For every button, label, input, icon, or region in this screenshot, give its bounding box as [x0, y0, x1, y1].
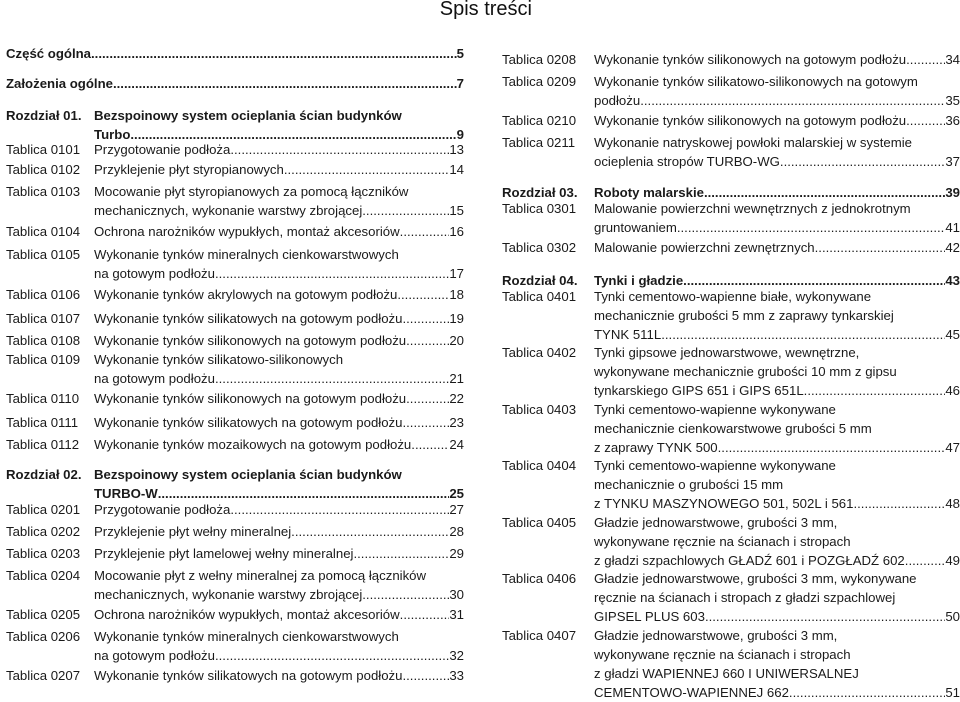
- toc-entry-body: [594, 111, 960, 130]
- toc-line: [594, 72, 960, 91]
- toc-line: [94, 309, 464, 328]
- toc-entry-ref: Tablica 0105: [6, 247, 81, 262]
- toc-line-text: mechanicznie grubości 5 mm z zaprawy tynkarskiej: [594, 308, 894, 323]
- toc-entry-body: [94, 666, 464, 685]
- toc-entry-ref: Rozdział 01.: [6, 108, 82, 123]
- toc-line-text: Gładzie jednowarstwowe, grubości 3 mm, wykonywane: [594, 571, 917, 586]
- toc-entry-ref: Tablica 0201: [6, 502, 81, 517]
- toc-page-number: 49: [945, 553, 960, 568]
- toc-line: [94, 160, 464, 179]
- dot-leader: [113, 74, 457, 93]
- toc-line-text: Wykonanie tynków silikonowych na gotowym podłożu: [94, 333, 407, 348]
- dot-leader: [804, 381, 946, 400]
- toc-line: [94, 350, 464, 369]
- toc-entry-body: [594, 133, 960, 171]
- toc-entry-ref: Tablica 0110: [6, 391, 80, 406]
- toc-entry-ref: Tablica 0301: [502, 201, 577, 216]
- toc-page-number: 47: [945, 440, 960, 455]
- dot-leader: [718, 438, 946, 457]
- toc-line: [594, 111, 960, 130]
- dot-leader: [677, 218, 945, 237]
- toc-page-number: 22: [449, 391, 464, 406]
- toc-entry-ref: Tablica 0404: [502, 458, 577, 473]
- dot-leader: [789, 683, 945, 702]
- toc-entry-ref: Tablica 0211: [502, 135, 576, 150]
- toc-entry-ref: Rozdział 02.: [6, 467, 82, 482]
- toc-line-text: Mocowanie płyt z wełny mineralnej za pomocą łączników: [94, 568, 427, 583]
- toc-line-text: Wykonanie tynków silikonowych na gotowym podłożu: [594, 113, 907, 128]
- toc-line: [594, 683, 960, 702]
- dot-leader: [780, 152, 945, 171]
- toc-line-text: Przygotowanie podłoża: [94, 502, 231, 517]
- toc-line-text: Roboty malarskie: [594, 185, 704, 200]
- toc-page-number: 39: [945, 185, 960, 200]
- dot-leader: [411, 435, 449, 454]
- toc-entry-body: [594, 456, 960, 513]
- toc-page-number: 41: [945, 220, 960, 235]
- toc-page-number: 27: [449, 502, 464, 517]
- toc-line-text: na gotowym podłożu: [94, 371, 215, 386]
- toc-page-number: 7: [456, 76, 464, 91]
- toc-line-text: Gładzie jednowarstwowe, grubości 3 mm,: [594, 628, 838, 643]
- toc-entry-ref: Tablica 0208: [502, 52, 577, 67]
- toc-entry-body: [94, 222, 464, 241]
- toc-page-number: 20: [449, 333, 464, 348]
- toc-entry-ref: Tablica 0302: [502, 240, 577, 255]
- toc-entry-body: [594, 343, 960, 400]
- dot-leader: [230, 140, 449, 159]
- toc-line: [94, 522, 464, 541]
- toc-entry-body: [94, 182, 464, 220]
- toc-page-number: 37: [945, 154, 960, 169]
- dot-leader: [905, 551, 946, 570]
- dot-leader: [815, 238, 946, 257]
- toc-line: [594, 218, 960, 237]
- dot-leader: [362, 201, 449, 220]
- toc-line: [594, 133, 960, 152]
- toc-line-text: Malowanie powierzchni wewnętrznych z jednokrotnym: [594, 201, 911, 216]
- toc-line-text: Część ogólna: [6, 46, 92, 61]
- toc-line: [594, 494, 960, 513]
- toc-entry-body: [94, 350, 464, 388]
- toc-line: [594, 513, 960, 532]
- toc-page-number: 45: [945, 327, 960, 342]
- toc-line-text: ocieplenia stropów TURBO-WG: [594, 154, 780, 169]
- toc-entry-body: [94, 605, 464, 624]
- toc-line-text: Malowanie powierzchni zewnętrznych: [594, 240, 815, 255]
- toc-entry-body: [94, 413, 464, 432]
- toc-entry-body: [94, 106, 464, 144]
- toc-line-text: na gotowym podłożu: [94, 266, 215, 281]
- toc-line-text: Przygotowanie podłoża: [94, 142, 231, 157]
- toc-page-number: 50: [945, 609, 960, 624]
- toc-line-text: ręcznie na ścianach i stropach z gładzi szpachlowej: [594, 590, 896, 605]
- toc-page-number: 16: [449, 224, 464, 239]
- toc-line-text: Przyklejenie płyt wełny mineralnej: [94, 524, 292, 539]
- toc-line-text: wykonywane ręcznie na ścianach i stropach: [594, 534, 851, 549]
- dot-leader: [400, 222, 450, 241]
- toc-line-text: z gładzi szpachlowych GŁADŹ 601 i POZGŁADŹ 602: [594, 553, 905, 568]
- toc-entry-body: [94, 435, 464, 454]
- dot-leader: [397, 285, 449, 304]
- dot-leader: [291, 522, 449, 541]
- toc-entry-body: [594, 513, 960, 570]
- toc-line: [594, 91, 960, 110]
- toc-line-text: Wykonanie tynków mineralnych cienkowarstwowych: [94, 629, 399, 644]
- toc-line-text: mechanicznych, wykonanie warstwy zbrojącej: [94, 203, 363, 218]
- toc-line-text: Wykonanie tynków silikonowych na gotowym podłożu: [94, 391, 407, 406]
- toc-entry-body: [94, 331, 464, 350]
- dot-leader: [402, 666, 449, 685]
- toc-line: [594, 400, 960, 419]
- dot-leader: [91, 44, 457, 63]
- toc-page-number: 31: [449, 607, 464, 622]
- dot-leader: [853, 494, 945, 513]
- toc-line: [594, 306, 960, 325]
- toc-line-text: Wykonanie tynków mineralnych cienkowarstwowych: [94, 247, 399, 262]
- toc-page-number: 30: [449, 587, 464, 602]
- toc-entry-body: [594, 569, 960, 626]
- toc-entry-ref: Tablica 0104: [6, 224, 81, 239]
- toc-line: [94, 627, 464, 646]
- toc-entry-body: [94, 500, 464, 519]
- toc-page-number: 32: [449, 648, 464, 663]
- toc-line: [94, 566, 464, 585]
- toc-line-text: wykonywane ręcznie na ścianach i stropach: [594, 647, 851, 662]
- toc-line: [94, 605, 464, 624]
- toc-entry-body: [94, 160, 464, 179]
- toc-entry-ref: Tablica 0202: [6, 524, 81, 539]
- toc-line: [94, 389, 464, 408]
- toc-entry-ref: Tablica 0106: [6, 287, 81, 302]
- toc-line-text: na gotowym podłożu: [94, 648, 215, 663]
- toc-line-text: Ochrona narożników wypukłych, montaż akcesoriów: [94, 607, 400, 622]
- toc-line-text: CEMENTOWO-WAPIENNEJ 662: [594, 685, 789, 700]
- toc-line-text: mechanicznie o grubości 15 mm: [594, 477, 784, 492]
- dot-leader: [362, 585, 449, 604]
- toc-page-number: 17: [449, 266, 464, 281]
- toc-line: [594, 456, 960, 475]
- toc-line: [594, 50, 960, 69]
- page-title-text: Spis treści: [439, 0, 532, 20]
- toc-entry-ref: Tablica 0401: [502, 289, 577, 304]
- toc-entry-body: [94, 544, 464, 563]
- dot-leader: [406, 331, 449, 350]
- toc-page-number: 13: [449, 142, 464, 157]
- toc-line: [594, 664, 960, 683]
- dot-leader: [400, 605, 450, 624]
- toc-line-text: Wykonanie tynków silikatowo-silikonowych na gotowym: [594, 74, 918, 89]
- toc-page-number: 5: [456, 46, 464, 61]
- toc-line: [94, 264, 464, 283]
- toc-line: [594, 199, 960, 218]
- toc-line: [94, 435, 464, 454]
- toc-entry-ref: Rozdział 03.: [502, 185, 578, 200]
- toc-line: [594, 588, 960, 607]
- toc-line: [94, 331, 464, 350]
- toc-page-number: 42: [945, 240, 960, 255]
- toc-line-text: mechanicznych, wykonanie warstwy zbrojącej: [94, 587, 363, 602]
- toc-entry-ref: Tablica 0108: [6, 333, 81, 348]
- toc-entry-body: [594, 238, 960, 257]
- toc-line-text: Bezspoinowy system ocieplania ścian budynków: [94, 108, 402, 123]
- toc-line: [594, 438, 960, 457]
- toc-entry-body: [6, 44, 464, 63]
- toc-line: [594, 645, 960, 664]
- toc-entry-ref: Tablica 0109: [6, 352, 81, 367]
- toc-line-text: Bezspoinowy system ocieplania ścian budynków: [94, 467, 402, 482]
- toc-page-number: 36: [945, 113, 960, 128]
- toc-entry-body: [594, 50, 960, 69]
- toc-line: [594, 238, 960, 257]
- toc-line: [594, 551, 960, 570]
- toc-page-number: 19: [449, 311, 464, 326]
- toc-page-number: 9: [456, 127, 464, 142]
- toc-entry-body: [594, 199, 960, 237]
- toc-line: [594, 343, 960, 362]
- toc-entry-ref: Rozdział 04.: [502, 273, 578, 288]
- dot-leader: [230, 500, 449, 519]
- toc-page-number: 34: [945, 52, 960, 67]
- toc-line-text: Wykonanie tynków silikatowych na gotowym podłożu: [94, 668, 403, 683]
- dot-leader: [215, 369, 449, 388]
- toc-entry-ref: Tablica 0112: [6, 437, 80, 452]
- toc-line-text: Tynki cementowo-wapienne białe, wykonywane: [594, 289, 872, 304]
- toc-page-number: 18: [449, 287, 464, 302]
- toc-line-text: Przyklejenie płyt styropianowych: [94, 162, 284, 177]
- toc-line: [94, 140, 464, 159]
- toc-entry-ref: Tablica 0406: [502, 571, 577, 586]
- dot-leader: [402, 309, 449, 328]
- toc-page-number: 15: [449, 203, 464, 218]
- dot-leader: [640, 91, 945, 110]
- toc-entry-ref: Tablica 0402: [502, 345, 577, 360]
- toc-line: [6, 44, 464, 63]
- toc-line-text: mechanicznie cienkowarstwowe grubości 5 mm: [594, 421, 872, 436]
- toc-line: [94, 201, 464, 220]
- toc-line: [94, 285, 464, 304]
- toc-entry-body: [94, 522, 464, 541]
- toc-entry-body: [94, 245, 464, 283]
- toc-entry-body: [94, 627, 464, 665]
- toc-line: [594, 626, 960, 645]
- toc-line-text: Turbo: [94, 127, 131, 142]
- toc-line: [94, 182, 464, 201]
- toc-entry-ref: Tablica 0111: [6, 415, 79, 430]
- dot-leader: [406, 389, 449, 408]
- toc-entry-ref: Tablica 0210: [502, 113, 577, 128]
- toc-page-number: 35: [945, 93, 960, 108]
- toc-entry-body: [94, 566, 464, 604]
- toc-line-text: Tynki i gładzie: [594, 273, 684, 288]
- toc-line-text: z zaprawy TYNK 500: [594, 440, 718, 455]
- toc-line-text: Przyklejenie płyt lamelowej wełny mineralnej: [94, 546, 354, 561]
- toc-line-text: TURBO-W: [94, 486, 158, 501]
- toc-line-text: Wykonanie tynków akrylowych na gotowym podłożu: [94, 287, 398, 302]
- toc-entry-body: [594, 287, 960, 344]
- dot-leader: [215, 264, 449, 283]
- toc-line: [594, 475, 960, 494]
- toc-line-text: Wykonanie tynków mozaikowych na gotowym podłożu: [94, 437, 412, 452]
- toc-line: [94, 465, 464, 484]
- toc-line: [94, 245, 464, 264]
- toc-entry-ref: Tablica 0107: [6, 311, 81, 326]
- toc-line-text: Mocowanie płyt styropianowych za pomocą łączników: [94, 184, 409, 199]
- toc-line-text: gruntowaniem: [594, 220, 677, 235]
- toc-line: [6, 74, 464, 93]
- toc-line-text: Ochrona narożników wypukłych, montaż akcesoriów: [94, 224, 400, 239]
- toc-page-number: 48: [945, 496, 960, 511]
- toc-page-number: 24: [449, 437, 464, 452]
- toc-line: [594, 419, 960, 438]
- toc-line: [594, 569, 960, 588]
- dot-leader: [402, 413, 449, 432]
- toc-page-number: 33: [449, 668, 464, 683]
- toc-entry-body: [594, 400, 960, 457]
- dot-leader: [661, 325, 945, 344]
- toc-line-text: Wykonanie natryskowej powłoki malarskiej w systemie: [594, 135, 912, 150]
- toc-page-number: 14: [449, 162, 464, 177]
- toc-entry-body: [94, 285, 464, 304]
- toc-entry-body: [6, 74, 464, 93]
- dot-leader: [284, 160, 449, 179]
- page-title: [0, 0, 960, 21]
- toc-entry-ref: Tablica 0209: [502, 74, 577, 89]
- toc-line-text: Tynki cementowo-wapienne wykonywane: [594, 458, 836, 473]
- toc-page-number: 23: [449, 415, 464, 430]
- toc-line-text: GIPSEL PLUS 603: [594, 609, 705, 624]
- toc-line: [594, 607, 960, 626]
- toc-entry-ref: Tablica 0203: [6, 546, 81, 561]
- dot-leader: [906, 111, 945, 130]
- toc-line: [94, 544, 464, 563]
- toc-entry-body: [94, 309, 464, 328]
- toc-page-number: 51: [945, 685, 960, 700]
- toc-line-text: TYNK 511L: [594, 327, 662, 342]
- toc-line: [94, 666, 464, 685]
- toc-line-text: z TYNKU MASZYNOWEGO 501, 502L i 561: [594, 496, 854, 511]
- toc-entry-ref: Tablica 0407: [502, 628, 577, 643]
- toc-line: [94, 585, 464, 604]
- dot-leader: [353, 544, 449, 563]
- toc-entry-ref: Tablica 0101: [6, 142, 81, 157]
- toc-line: [594, 287, 960, 306]
- toc-page-number: 21: [449, 371, 464, 386]
- toc-entry-ref: Tablica 0204: [6, 568, 81, 583]
- toc-line-text: wykonywane mechanicznie grubości 10 mm z gipsu: [594, 364, 897, 379]
- toc-line: [94, 106, 464, 125]
- toc-entry-ref: Tablica 0207: [6, 668, 81, 683]
- toc-page-number: 28: [449, 524, 464, 539]
- toc-page-number: 29: [449, 546, 464, 561]
- toc-line-text: tynkarskiego GIPS 651 i GIPS 651L: [594, 383, 804, 398]
- toc-line: [594, 362, 960, 381]
- toc-page-number: 46: [945, 383, 960, 398]
- toc-entry-ref: Tablica 0403: [502, 402, 577, 417]
- toc-line-text: Tynki gipsowe jednowarstwowe, wewnętrzne,: [594, 345, 860, 360]
- toc-line-text: z gładzi WAPIENNEJ 660 I UNIWERSALNEJ: [594, 666, 859, 681]
- dot-leader: [906, 50, 945, 69]
- toc-line-text: podłożu: [594, 93, 641, 108]
- toc-entry-body: [594, 72, 960, 110]
- toc-entry-ref: Tablica 0206: [6, 629, 81, 644]
- dot-leader: [215, 646, 449, 665]
- toc-line: [94, 222, 464, 241]
- toc-entry-body: [94, 465, 464, 503]
- toc-line-text: Wykonanie tynków silikonowych na gotowym podłożu: [594, 52, 907, 67]
- toc-line: [94, 646, 464, 665]
- toc-entry-ref: Tablica 0405: [502, 515, 577, 530]
- toc-line-text: Wykonanie tynków silikatowo-silikonowych: [94, 352, 344, 367]
- toc-line: [94, 413, 464, 432]
- toc-entry-ref: Tablica 0103: [6, 184, 81, 199]
- toc-entry-ref: Tablica 0205: [6, 607, 81, 622]
- toc-line: [594, 381, 960, 400]
- toc-line: [594, 325, 960, 344]
- toc-line: [94, 500, 464, 519]
- toc-line-text: Tynki cementowo-wapienne wykonywane: [594, 402, 836, 417]
- toc-line-text: Gładzie jednowarstwowe, grubości 3 mm,: [594, 515, 838, 530]
- dot-leader: [705, 607, 945, 626]
- toc-line: [594, 532, 960, 551]
- toc-page-number: 43: [945, 273, 960, 288]
- toc-entry-body: [94, 389, 464, 408]
- toc-line-text: Wykonanie tynków silikatowych na gotowym podłożu: [94, 415, 403, 430]
- toc-line: [94, 369, 464, 388]
- toc-line-text: Wykonanie tynków silikatowych na gotowym podłożu: [94, 311, 403, 326]
- toc-entry-body: [94, 140, 464, 159]
- toc-entry-ref: Tablica 0102: [6, 162, 81, 177]
- toc-page-number: 25: [449, 486, 464, 501]
- toc-line-text: Założenia ogólne: [6, 76, 113, 91]
- toc-line: [594, 152, 960, 171]
